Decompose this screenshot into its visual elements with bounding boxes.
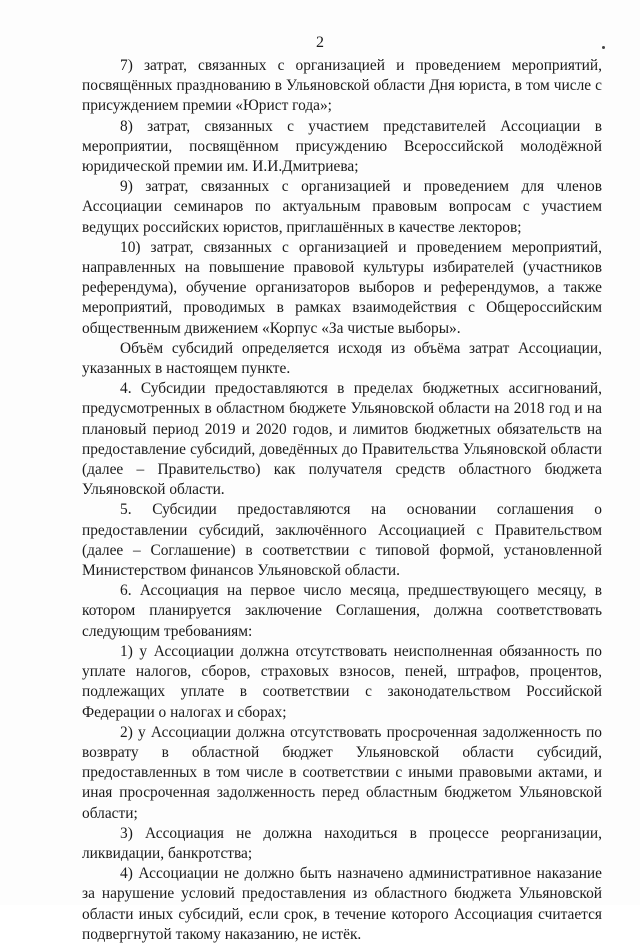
page-number: 2	[316, 34, 324, 51]
paragraph: 4) Ассоциации не должно быть назначено административное наказание за нарушение условий предоставления из областного бюджета Ульяновской области иных субсидий, если срок, в течение которого Ассоциация считается подвергнутой такому наказанию, не истёк.	[82, 865, 602, 943]
paragraph: Объём субсидий определяется исходя из объёма затрат Ассоциации, указанных в настоящем пункте.	[82, 339, 602, 378]
paragraph: 8) затрат, связанных с участием представителей Ассоциации в мероприятии, посвящённом присуждению Всероссийской молодёжной юридической премии им. И.И.Дмитриева;	[82, 117, 602, 176]
scan-mark	[602, 46, 605, 49]
paragraph: 9) затрат, связанных с организацией и проведением для членов Ассоциации семинаров по актуальным правовым вопросам с участием ведущих российских юристов, приглашённых в качестве лекторов;	[82, 178, 602, 236]
paragraph: 2) у Ассоциации должна отсутствовать просроченная задолженность по возврату в областной бюджет Ульяновской области субсидий, предоставленных в том числе в соответствии с иными правовыми актами, и иная просроченная задолженность перед областным бюджетом Ульяновской области;	[82, 723, 602, 822]
paragraph: 1) у Ассоциации должна отсутствовать неисполненная обязанность по уплате налогов, сборов, страховых взносов, пеней, штрафов, процентов, подлежащих уплате в соответствии с законодательством Российской Федерации о налогах и сборах;	[82, 642, 602, 721]
document-body	[82, 56, 602, 945]
paragraph: 6. Ассоциация на первое число месяца, предшествующего месяцу, в котором планируется заключение Соглашения, должна соответствовать следующим требованиям:	[82, 582, 602, 640]
paragraph: 10) затрат, связанных с организацией и проведением мероприятий, направленных на повышение правовой культуры избирателей (участников референдума), обучение организаторов выборов и референдумов, а также мероприятий, проводимых в рамках взаимодействия с Общероссийским общественным движением «Корпус «За чистые выборы».	[82, 238, 602, 337]
paragraph: 7) затрат, связанных с организацией и проведением мероприятий, посвящённых празднованию в Ульяновской области Дня юриста, в том числе с присуждением премии «Юрист года»;	[82, 57, 602, 115]
paragraph: 3) Ассоциация не должна находиться в процессе реорганизации, ликвидации, банкротства;	[82, 824, 602, 862]
paragraph: 4. Субсидии предоставляются в пределах бюджетных ассигнований, предусмотренных в областном бюджете Ульяновской области на 2018 год и на плановый период 2019 и 2020 годов, и лимитов бюджетных обязательств на предоставление субсидий, доведённых до Правительства Ульяновской области (далее – Правительство) как получателя средств областного бюджета Ульяновской области.	[82, 380, 602, 499]
paragraph: 5. Субсидии предоставляются на основании соглашения о предоставлении субсидий, заключённого Ассоциацией с Правительством (далее – Соглашение) в соответствии с типовой формой, установленной Министерством финансов Ульяновской области.	[82, 501, 602, 580]
